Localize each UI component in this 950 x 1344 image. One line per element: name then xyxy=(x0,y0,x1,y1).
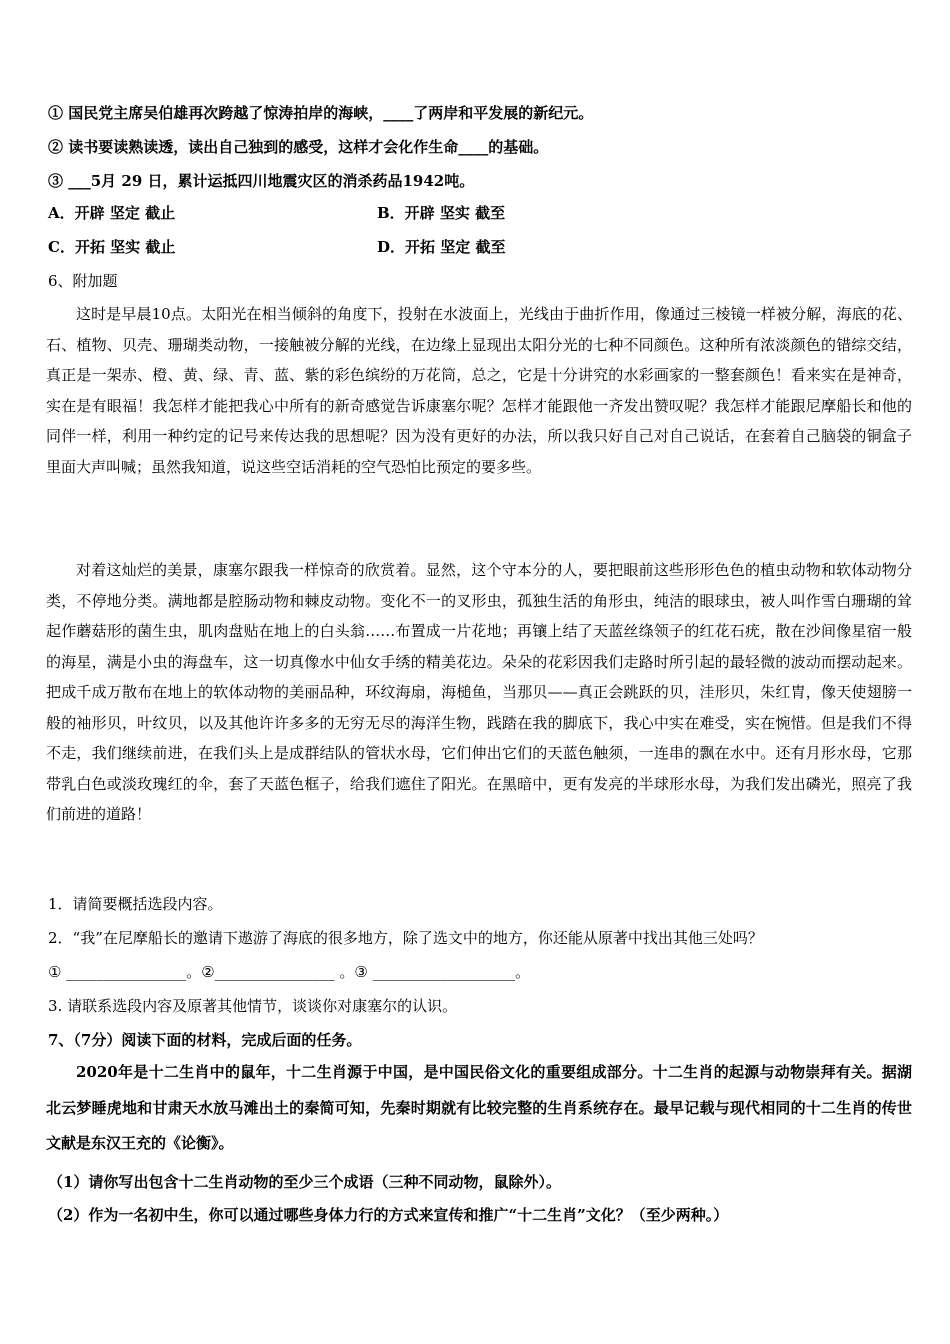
q7-task-1: （1）请你写出包含十二生肖动物的至少三个成语（三种不同动物，鼠除外）。 xyxy=(48,1173,561,1191)
q7-title: 7、（7分）阅读下面的材料，完成后面的任务。 xyxy=(48,1031,362,1049)
q7-material: 2020年是十二生肖中的鼠年，十二生肖源于中国，是中国民俗文化的重要组成部分。十二生肖的起源与动物崇拜有关。据湖北云梦睡虎地和甘肃天水放马滩出土的秦简可知，先秦时期就有比较完整的生肖系统存在。最早记载与现代相同的十二生肖的传世文献是东汉王充的《论衡》。 xyxy=(46,1063,912,1153)
q6-title: 6、附加题 xyxy=(48,272,118,290)
q6-sub-question-1: 1．请简要概括选段内容。 xyxy=(48,895,223,913)
q6-sub-question-3: 3. 请联系选段内容及原著其他情节，谈谈你对康塞尔的认识。 xyxy=(48,997,458,1015)
q5-item-2: ② 读书要读熟读透，读出自己独到的感受，这样才会化作生命____的基础。 xyxy=(48,138,549,156)
q5-item-3: ③ ___5月 29 日，累计运抵四川地震灾区的消杀药品1942吨。 xyxy=(48,172,475,190)
q5-option-b: B．开辟 坚实 截至 xyxy=(377,204,506,222)
q5-option-c: C．开拓 坚实 截止 xyxy=(48,238,176,256)
q6-passage-para-2: 对着这灿烂的美景，康塞尔跟我一样惊奇的欣赏着。显然，这个守本分的人，要把眼前这些形形色色的植虫动物和软体动物分类，不停地分类。满地都是腔肠动物和棘皮动物。变化不一的叉形虫，孤独生活的角形虫，纯洁的眼球虫，被人叫作雪白珊瑚的耸起作蘑菇形的菌生虫，肌肉盘贴在地上的白头翁……布置成一片花地；再镶上结了天蓝丝绦领子的红花石疣，散在沙间像星宿一般的海星，满是小虫的海盘车，这一切真像水中仙女手绣的精美花边。朵朵的花彩因我们走路时所引起的最轻微的波动而摆动起来。把成千成万散布在地上的软体动物的美丽品种，环纹海扇，海槌鱼，当那贝——真正会跳跃的贝，洼形贝，朱红胄，像天使翅膀一般的袖形贝，叶纹贝，以及其他许许多多的无穷无尽的海洋生物，践踏在我的脚底下，我心中实在难受，实在惋惜。但是我们不得不走，我们继续前进，在我们头上是成群结队的管状水母，它们伸出它们的天蓝色触须，一连串的飘在水中。还有月形水母，它那带乳白色或淡玫瑰红的伞，套了天蓝色框子，给我们遮住了阳光。在黑暗中，更有发亮的半球形水母，为我们发出磷光，照亮了我们前进的道路！ xyxy=(46,561,912,823)
q6-passage-para-1: 这时是早晨10点。太阳光在相当倾斜的角度下，投射在水波面上，光线由于曲折作用，像通过三棱镜一样被分解，海底的花、石、植物、贝壳、珊瑚类动物，一接触被分解的光线，在边缘上显现出太阳分光的七种不同颜色。这种所有浓淡颜色的错综交结，真正是一架赤、橙、黄、绿、青、蓝、紫的彩色缤纷的万花筒，总之，它是十分讲究的水彩画家的一整套颜色！看来实在是神奇，实在是有眼福！我怎样才能把我心中所有的新奇感觉告诉康塞尔呢？怎样才能跟他一齐发出赞叹呢？我怎样才能跟尼摩船长和他的同伴一样，利用一种约定的记号来传达我的思想呢？因为没有更好的办法，所以我只好自己对自己说话，在套着自己脑袋的铜盒子里面大声叫喊；虽然我知道，说这些空话消耗的空气恐怕比预定的要多些。 xyxy=(46,305,912,476)
q6-answer-blanks[interactable]: ① ________________。②________________ 。③ ___________________。 xyxy=(48,963,531,981)
q7-task-2: （2）作为一名初中生，你可以通过哪些身体力行的方式来宣传和推广“十二生肖”文化？（至少两种。） xyxy=(48,1206,729,1224)
q6-sub-question-2: 2．“我”在尼摩船长的邀请下遨游了海底的很多地方，除了选文中的地方，你还能从原著中找出其他三处吗？ xyxy=(48,929,763,947)
q5-option-d: D．开拓 坚定 截至 xyxy=(377,238,506,256)
q5-item-1: ① 国民党主席吴伯雄再次跨越了惊涛拍岸的海峡，____了两岸和平发展的新纪元。 xyxy=(48,104,594,122)
q5-option-a: A．开辟 坚定 截止 xyxy=(48,204,176,222)
